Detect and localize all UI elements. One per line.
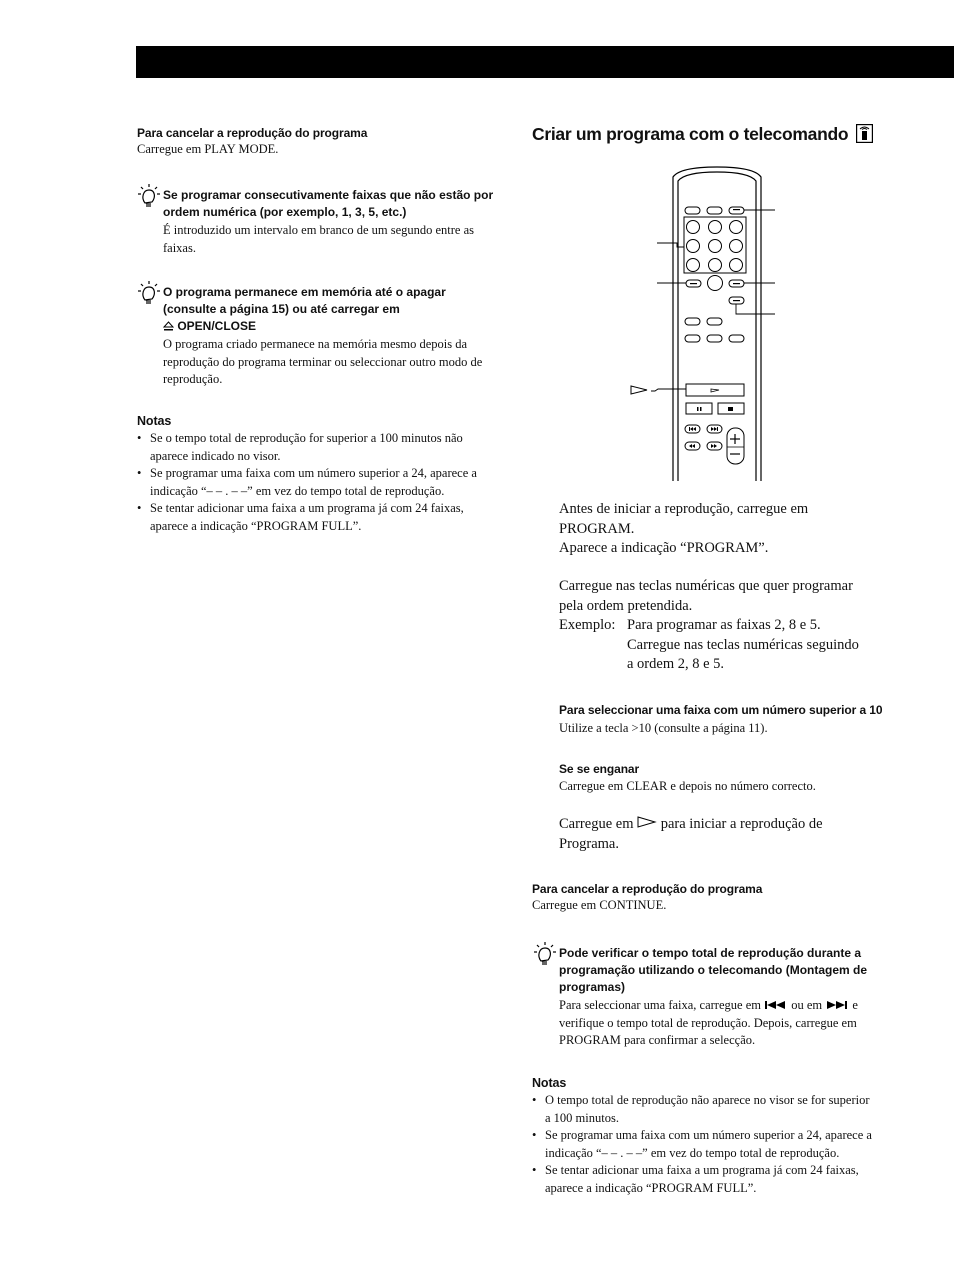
step2-line2: pela ordem pretendida.: [559, 597, 693, 614]
left-cancel-body: Carregue em PLAY MODE.: [137, 142, 279, 156]
step1-line2: PROGRAM.: [559, 520, 635, 537]
right-tip-body-mid: ou em: [791, 998, 823, 1012]
right-tip-body-pre: Para seleccionar uma faixa, carregue em: [559, 998, 761, 1012]
step2: [559, 577, 904, 674]
remote-illustration: [625, 165, 780, 481]
step3: [559, 815, 904, 854]
note-item: • Se programar uma faixa com um número superior a 24, aparece a indicação “– – . – –” em vez do tempo total de reprodução.: [137, 465, 487, 500]
example-line3: a ordem 2, 8 e 5.: [627, 656, 725, 672]
previous-track-icon: [764, 1000, 788, 1010]
left-cancel-title: Para cancelar a reprodução do programa: [137, 126, 368, 140]
left-notes-title: Notas: [137, 414, 172, 428]
left-tip1-title: Se programar consecutivamente faixas que não estão por ordem numérica (por exemplo, 1, 3, 5, etc.): [163, 188, 494, 219]
left-tip2-body: O programa criado permanece na memória mesmo depois da reprodução do programa terminar ou seleccionar outro modo de reprodução.: [163, 337, 483, 386]
remote-control-icon: [856, 124, 873, 143]
eject-icon: [163, 321, 174, 331]
right-tip-title: Pode verificar o tempo total de reprodução durante a programação utilizando o telecomando (Montagem de programas): [559, 946, 868, 994]
right-tip-body: [559, 997, 891, 1050]
step3-line2: Programa.: [559, 835, 619, 852]
left-tip1: [163, 187, 498, 257]
section-title: Criar um programa com o telecomando: [532, 124, 849, 144]
right-notes-title: Notas: [532, 1076, 567, 1090]
note-item: • Se tentar adicionar uma faixa a um programa já com 24 faixas, aparece a indicação “PROGRAM FULL”.: [137, 500, 487, 535]
mistake-title: Se se enganar: [559, 762, 640, 776]
step3-pre: Carregue em: [559, 816, 634, 832]
play-icon: [631, 386, 647, 394]
example-label: Exemplo:: [559, 617, 616, 633]
over10-block: [559, 702, 889, 738]
section-title-row: [532, 124, 873, 145]
note-item: • O tempo total de reprodução não aparece no visor se for superior a 100 minutos.: [532, 1092, 877, 1127]
right-tip-body-post: e verifique o tempo total de reprodução. Depois, carregue em PROGRAM para confirmar a selecção.: [559, 998, 858, 1047]
right-cancel-body: Carregue em CONTINUE.: [532, 898, 667, 912]
step3-post: para iniciar a reprodução de: [660, 816, 823, 832]
step2-line1: Carregue nas teclas numéricas que quer programar: [559, 578, 853, 594]
note-item: • Se o tempo total de reprodução for superior a 100 minutos não aparece indicado no visor.: [137, 430, 487, 465]
next-track-icon: [825, 1000, 849, 1010]
right-cancel-title: Para cancelar a reprodução do programa: [532, 882, 763, 896]
over10-body: Utilize a tecla >10 (consulte a página 11).: [559, 721, 768, 735]
lightbulb-tip-icon: [138, 183, 160, 207]
example-line2: Carregue nas teclas numéricas seguindo: [627, 636, 859, 653]
right-tip: [559, 945, 891, 1050]
step1-line3: Aparece a indicação “PROGRAM”.: [559, 540, 769, 556]
step1-line1: Antes de iniciar a reprodução, carregue em: [559, 501, 809, 517]
note-item: • Se programar uma faixa com um número superior a 24, aparece a indicação “– – . – –” em vez do tempo total de reprodução.: [532, 1127, 877, 1162]
mistake-body: Carregue em CLEAR e depois no número correcto.: [559, 779, 816, 793]
step2-example: [559, 616, 904, 674]
left-tip2-title: O programa permanece em memória até o apagar (consulte a página 15) ou até carregar em: [163, 285, 446, 316]
header-bar: [136, 46, 954, 78]
right-cancel-block: [532, 882, 892, 915]
step1: [559, 500, 904, 559]
left-cancel-block: [137, 126, 497, 159]
left-notes: [137, 414, 487, 536]
left-tip2: [163, 284, 483, 389]
lightbulb-tip-icon: [534, 941, 556, 965]
lightbulb-tip-icon: [138, 280, 160, 304]
left-notes-list: [137, 430, 487, 536]
note-item: • Se tentar adicionar uma faixa a um programa já com 24 faixas, aparece a indicação “PROGRAM FULL”.: [532, 1162, 877, 1197]
left-tip2-title-button: [163, 318, 483, 335]
example-line1: Para programar as faixas 2, 8 e 5.: [627, 617, 821, 633]
open-close-label: OPEN/CLOSE: [177, 319, 257, 333]
right-notes-list: [532, 1092, 877, 1198]
mistake-block: [559, 762, 899, 796]
play-icon: [637, 816, 657, 828]
over10-title: Para seleccionar uma faixa com um número superior a 10: [559, 703, 883, 717]
left-tip1-body: É introduzido um intervalo em branco de um segundo entre as faixas.: [163, 223, 475, 255]
right-notes: [532, 1076, 877, 1198]
